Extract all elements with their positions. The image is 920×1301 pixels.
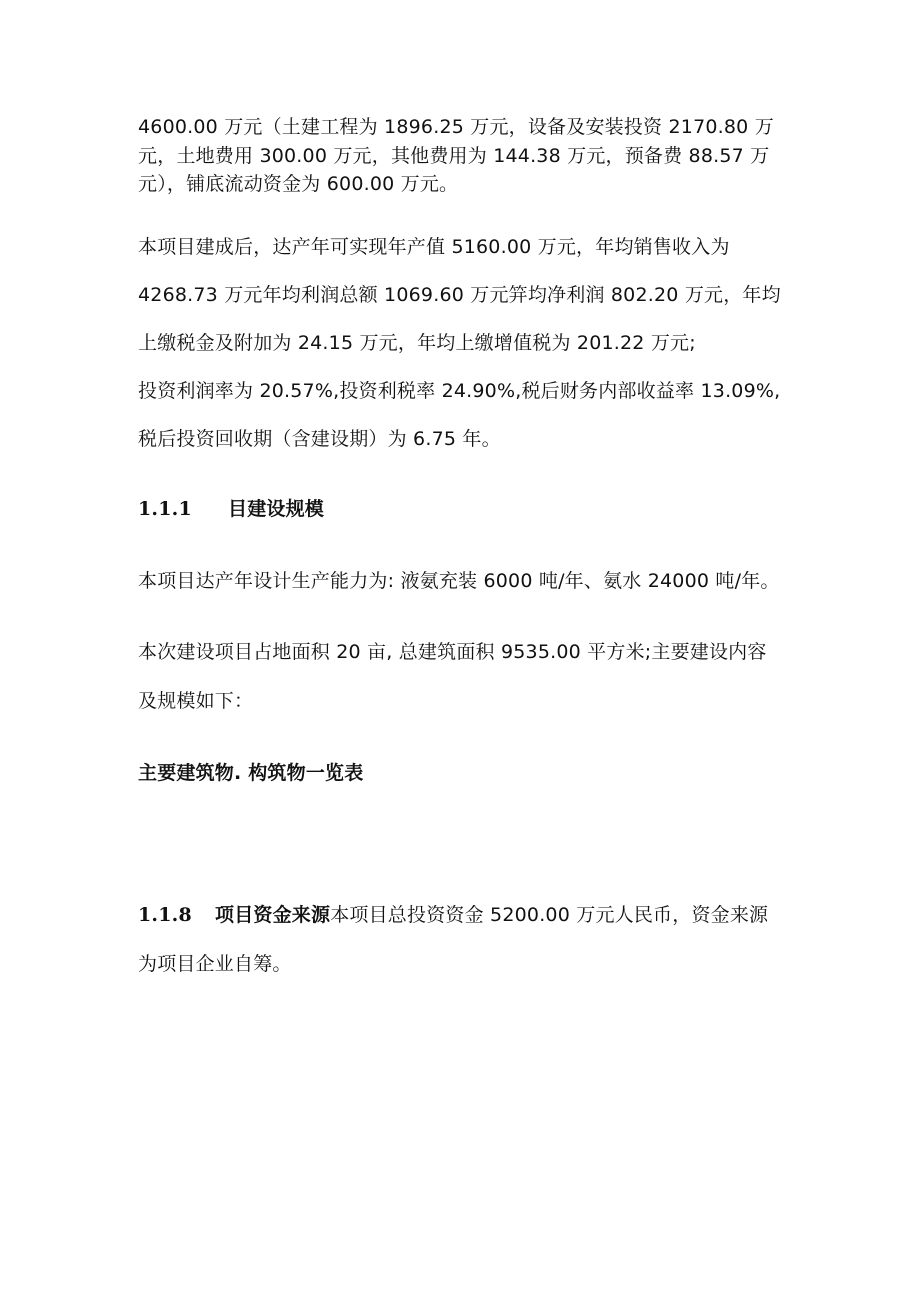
para1-line2: 元，土地费用 300.00 万元，其他费用为 144.38 万元，预备费 88.57 万 xyxy=(138,145,770,167)
para3-line1: 本项目达产年设计生产能力为: 液氨充装 6000 吨/年、氨水 24000 吨/年。 xyxy=(138,570,780,592)
section-number: 1.1.1 xyxy=(138,498,192,520)
section-number: 1.1.8 xyxy=(138,904,192,926)
section-heading-1-1-1 xyxy=(138,496,324,522)
section-title: 目建设规模 xyxy=(228,498,325,520)
para2-line5: 税后投资回收期（含建设期）为 6.75 年。 xyxy=(138,428,501,450)
table-caption: 主要建筑物. 构筑物一览表 xyxy=(138,762,364,784)
para1-line3: 元），铺底流动资金为 600.00 万元。 xyxy=(138,173,459,195)
section-heading-1-1-8 xyxy=(138,902,768,928)
para2-line2: 4268.73 万元年均利润总额 1069.60 万元笄均净利润 802.20 万元，年均 xyxy=(138,284,781,306)
para4-line2: 及规模如下： xyxy=(138,690,254,712)
para2-line1: 本项目建成后，达产年可实现年产值 5160.00 万元，年均销售收入为 xyxy=(138,236,730,258)
section-text: 本项目总投资资金 5200.00 万元人民币，资金来源 xyxy=(330,904,769,926)
para2-line4: 投资利润率为 20.57%,投资利税率 24.90%,税后财务内部收益率 13.09%, xyxy=(138,380,781,402)
section-title: 项目资金来源 xyxy=(215,904,331,926)
para1-line1: 4600.00 万元（土建工程为 1896.25 万元，设备及安装投资 2170.80 万 xyxy=(138,116,774,138)
para4-line1: 本次建设项目占地面积 20 亩, 总建筑面积 9535.00 平方米;主要建设内容 xyxy=(138,641,767,663)
section-1-1-8-text-line2: 为项目企业自筹。 xyxy=(138,953,292,975)
para2-line3: 上缴税金及附加为 24.15 万元，年均上缴增值税为 201.22 万元; xyxy=(138,332,696,354)
